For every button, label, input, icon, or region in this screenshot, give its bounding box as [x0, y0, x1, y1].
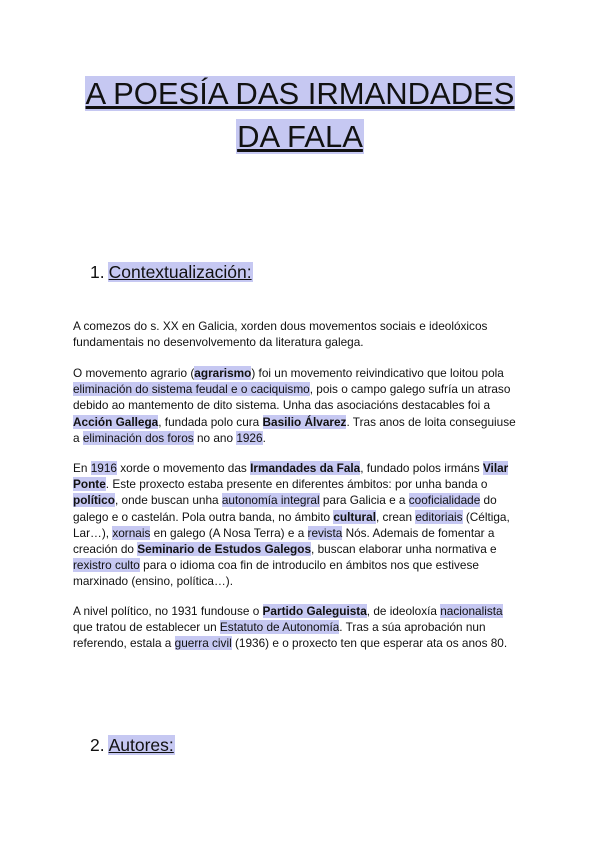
- text-run: que tratou de establecer un: [73, 620, 220, 635]
- highlight: autonomía integral: [221, 493, 320, 508]
- highlight-bold: político: [73, 493, 115, 508]
- paragraph-agrarismo: [73, 365, 525, 446]
- text-run: Nós. Ademais de fomentar a creación do: [73, 525, 495, 557]
- text-run: , crean: [375, 509, 416, 524]
- highlight-bold: Acción Gallega: [73, 414, 159, 429]
- text-run: en galego (A Nosa Terra) e a: [150, 525, 308, 540]
- text-run: A nivel político, no 1931 fundouse o: [73, 604, 263, 618]
- text-run: , pois o campo galego sufría un atraso debido ao mantemento de dito sistema. Unha das asociacións destacables foi a: [73, 382, 511, 413]
- text-run: En: [73, 461, 91, 475]
- highlight: nacionalista: [440, 604, 503, 618]
- text-run: do galego e o castelán. Pola outra banda, no ámbito: [73, 493, 497, 524]
- text-run: (1936) e o proxecto ten que esperar ata os anos 80.: [231, 636, 508, 651]
- text-run: , onde buscan unha: [114, 493, 222, 508]
- highlight-bold: cultural: [333, 509, 376, 524]
- text-run: , de ideoloxía: [366, 604, 441, 618]
- highlight-bold: Basilio Álvarez: [262, 414, 347, 429]
- document-title: [40, 72, 560, 158]
- section-number: 1.: [90, 262, 105, 282]
- highlight-bold: Irmandades da Fala: [250, 461, 361, 475]
- text-run: ) foi un movemento reivindicativo que loitou pola: [251, 366, 504, 380]
- highlight: revista: [307, 525, 343, 540]
- text-run: no ano: [193, 430, 237, 445]
- text-run: , fundado polos irmáns: [360, 461, 483, 475]
- text-run: , buscan elaborar unha normativa e: [311, 542, 497, 557]
- highlight: cooficialidade: [408, 493, 481, 508]
- text-run: (Céltiga, Lar…),: [73, 509, 510, 540]
- section-heading-contextualizacion: [90, 262, 253, 283]
- text-run: , fundada polo cura: [158, 414, 263, 429]
- highlight-bold: agrarismo: [194, 366, 252, 380]
- highlight: 1926: [236, 430, 263, 445]
- text-run: xorde o movemento das: [116, 461, 251, 475]
- title-line-2: DA FALA: [237, 119, 363, 154]
- highlight: editoriais: [415, 509, 463, 524]
- paragraph-irmandades: [73, 460, 525, 590]
- section-label: Autores:: [108, 735, 174, 755]
- paragraph-intro: [73, 318, 525, 350]
- text-run: para o idioma coa fin de introducilo en ámbitos nos que estivese marxinado (ensino, política…).: [73, 558, 479, 589]
- text-run: . Este proxecto estaba presente en diferentes ámbitos: por unha banda o: [105, 477, 488, 492]
- section-label: Contextualización:: [108, 262, 252, 282]
- highlight: rexistro culto: [73, 558, 140, 573]
- highlight: xornais: [112, 525, 151, 540]
- highlight-bold: Partido Galeguista: [262, 604, 367, 618]
- text-run: para Galicia e a: [319, 493, 409, 508]
- highlight-bold: Vilar Ponte: [73, 461, 509, 492]
- highlight-bold: Seminario de Estudos Galegos: [137, 542, 312, 557]
- highlight: 1916: [90, 461, 117, 475]
- section-number: 2.: [90, 735, 105, 755]
- text-run: A comezos do s. XX en Galicia, xorden dous movementos sociais e ideolóxicos fundamentais no desenvolvemento da literatura galega.: [73, 319, 488, 350]
- text-run: . Tras anos de loita conseguiuse a: [73, 414, 516, 445]
- paragraph-partido-galeguista: [73, 603, 525, 652]
- highlight: eliminación dos foros: [82, 430, 194, 445]
- highlight: guerra civil: [174, 636, 232, 651]
- section-heading-autores: [90, 735, 175, 756]
- text-run: . Tras a súa aprobación nun referendo, estala a: [73, 620, 486, 651]
- highlight: Estatuto de Autonomía: [219, 620, 340, 635]
- text-run: .: [262, 430, 266, 445]
- text-run: O movemento agrario (: [73, 366, 195, 380]
- highlight: eliminación do sistema feudal e o caciquismo: [73, 382, 310, 397]
- title-line-1: A POESÍA DAS IRMANDADES: [85, 76, 515, 111]
